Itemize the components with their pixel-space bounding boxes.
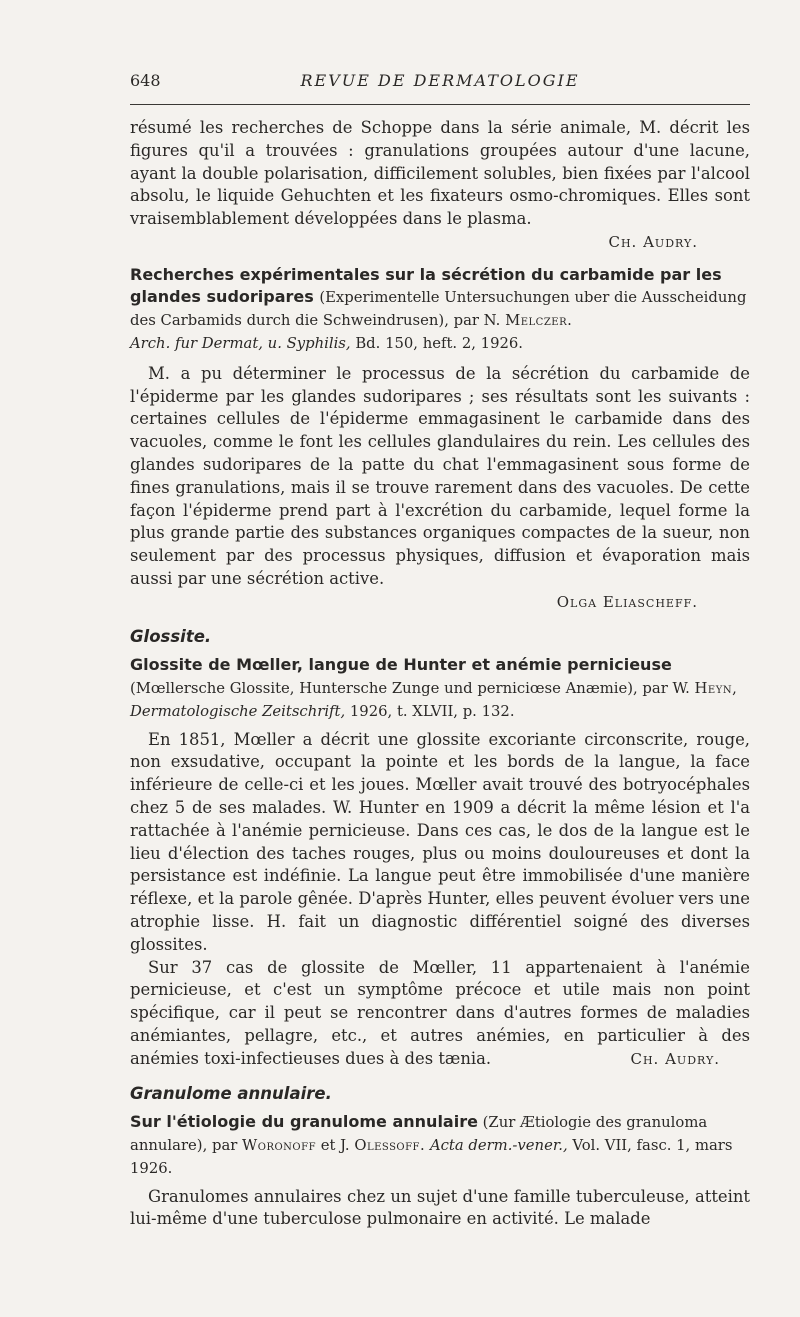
section-heading: Granulome annulaire. [130,1083,332,1103]
section-heading: Glossite. [130,626,212,646]
article-citation: (Zur Ætiologie des granuloma annulare), par Woronoff et J. Olessoff. Acta derm.-vener., Vol. VII, fasc. 1, mars 1926. [130,1113,733,1177]
article-citation: (Experimentelle Untersuchungen uber die Ausscheidung des Carbamids durch die Schweindrusen), par N. Melczer. Arch. fur Dermat, u. Syphilis, Bd. 150, heft. 2, 1926. [130,288,747,352]
signature: Ch. Audry. [630,1049,720,1068]
journal-name: Acta derm.-vener., [429,1136,568,1154]
article-title: Sur l'étiologie du granulome annulaire [130,1111,478,1131]
intro-paragraph: résumé les recherches de Schoppe dans la série animale, M. décrit les figures qu'il a trouvées : granulations groupées autour d'une lacune, ayant la double polarisation, difficilement solubles, bien fixées par l'alcool absolu, le liquide Gehuchten et les fixateurs osmo-chromiques. Elles sont vraisemblablement développées dans le plasma. [130,118,750,229]
article-paragraph: Granulomes annulaires chez un sujet d'une famille tuberculeuse, atteint lui-même d'une tuberculose pulmonaire en activité. Le malade [130,1186,750,1229]
author-name: Woronoff [242,1136,317,1154]
article-title: Recherches expérimentales sur la sécrétion du carbamide par les glandes sudoripares [130,264,722,306]
page-number: 648 [130,71,161,90]
page-body [130,117,750,1231]
author-name: Olessoff. [354,1136,426,1154]
article-heading [130,1111,750,1180]
article-heading [130,264,750,355]
author-name: Heyn, [694,679,738,697]
article-paragraph: En 1851, Mœller a décrit une glossite excoriante circonscrite, rouge, non exsudative, occupant la pointe et les bords de la langue, la face inférieure de celle-ci et les joues. Mœller avait trouvé des botryocéphales chez 5 de ses malades. W. Hunter en 1909 a décrit la même lésion et l'a rattachée à l'anémie pernicieuse. Dans ces cas, le dos de la langue est le lieu d'élection des taches rouges, plus ou moins douloureuses et dont la persistance est indéfinie. La langue peut être immobilisée d'une manière réflexe, et la parole gênée. D'après Hunter, elles peuvent évoluer vers une atrophie lisse. H. fait un diagnostic différentiel soigné des diverses glossites. [130,729,750,954]
article-title: Glossite de Mœller, langue de Hunter et anémie pernicieuse [130,654,672,674]
page-header [130,71,750,95]
article-citation: (Mœllersche Glossite, Huntersche Zunge und perniciœse Anæmie), par W. Heyn, Dermatologische Zeitschrift, 1926, t. XLVII, p. 132. [130,679,738,720]
article-paragraph: M. a pu déterminer le processus de la sécrétion du carbamide de l'épiderme par les glandes sudoripares ; ses résultats sont les suivants : certaines cellules de l'épiderme emmagasinent le carbamide dans des vacuoles, comme le font les cellules glandulaires du rein. Les cellules des glandes sudoripares de la patte du chat l'emmagasinent sous forme de fines granulations, mais il se trouve rarement dans des vacuoles. De cette façon l'épiderme prend part à l'excrétion du carbamide, lequel forme la plus grande partie des substances organiques compactes de la sueur, non seulement par des processus physiques, diffusion et évaporation mais aussi par une sécrétion active. [130,363,750,588]
running-title: REVUE DE DERMATOLOGIE [300,71,580,90]
journal-name: Dermatologische Zeitschrift, [130,702,346,720]
journal-name: Arch. fur Dermat, u. Syphilis, [130,334,351,352]
author-name: Melczer. [505,311,573,329]
signature: Ch. Audry. [608,232,698,251]
header-rule [130,104,750,105]
signature: Olga Eliascheff. [556,592,698,611]
article-paragraph: Sur 37 cas de glossite de Mœller, 11 appartenaient à l'anémie pernicieuse, et c'est un symptôme précoce et utile mais non point spécifique, car il peut se rencontrer dans d'autres formes de maladies anémiantes, pellagre, etc., et autres anémies, en particulier à des anémies toxi-infectieuses dues à des tænia. Ch. Audry. [130,957,750,1071]
article-heading [130,654,750,723]
